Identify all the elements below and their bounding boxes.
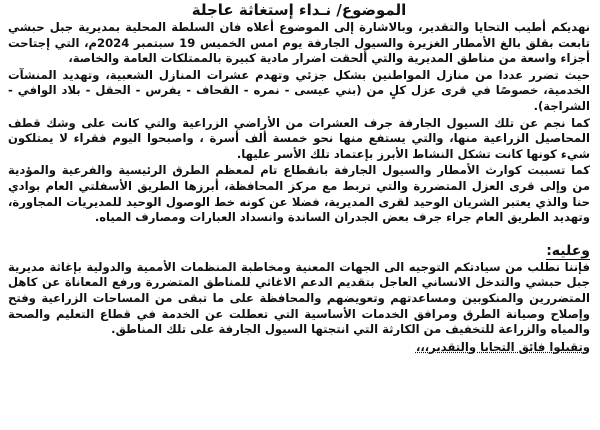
- paragraph-damage-roads: كما تسببت كوارث الأمطار والسيول الجارفة بانقطاع تام لمعظم الطرق الرئيسية والفرعية والمؤدية من وإلى قرى العزل المتضررة والتي تربط مع مركز المحافظة، أبرزها الطريق الأسفلتي العام بوادي حنا والذي يعتبر الشريان الوحيد لقرى المديرية، فضلا عن كونه خط الوصول الوحيد للمديريات المجاورة، وتهديد الطريق العام جراء جرف بعض الجدران الساندة وانسداد العبارات ومصارف المياه.: [8, 163, 590, 225]
- section-spacer: [8, 226, 590, 240]
- paragraph-damage-farmland: كما نجم عن تلك السيول الجارفة جرف العشرات من الأراضي الزراعية والتي كانت على وشك قطف المحاصيل الزراعية منها، والتي يستفع منها نحو خمسة ألف أسرة ، واصبحوا اليوم فقراء لا يمتلكون شيء كونها كانت تشكل النشاط الأبرز بإعتماد تلك الأسر عليها.: [8, 115, 590, 161]
- paragraph-greeting: نهديكم أطيب التحايا والتقدير، وبالاشارة إلى الموضوع أعلاه فان السلطة المحلية بمديرية جبل حبشي تابعت بقلق بالغ الأمطار الغزيرة والسيول الجارفة يوم امس الخميس 19 سبتمبر 2024م، التي إجتاحت أجزاء واسعة من مناطق المديرية والتي ألحقت اضرار مادية كبيرة بالممتلكات العامة والخاصة،: [8, 20, 590, 66]
- closing-line: وتقبلوا فائق التحايا والتقدير،،،: [415, 339, 590, 354]
- request-heading: وعليه:: [546, 242, 590, 259]
- paragraph-request: فإننا نطلب من سيادتكم التوجيه الى الجهات المعنية ومخاطبة المنظمات الأممية والدولية بإغاثة مديرية جبل حبشي والتدخل الانساني العاجل بتقديم الدعم الاغاثي للمناطق المتضررة ورفع المعاناة عن كاهل المتضررين والمنكوبين ومساعدتهم وتعويضهم والمحافظة على ما تبقى من المساحات الزراعية وفتح وإصلاح وصيانة الطرق ومرافق الخدمات الأساسية التي تعطلت عن الخدمة في قطاع التعليم والصحة والمياه والزراعة للتخفيف من الكارثة التي انتجتها السيول الجارفة على تلك المناطق.: [8, 259, 590, 337]
- paragraph-damage-homes: حيث تضرر عددا من منازل المواطنين بشكل جزئي وتهدم عشرات المنازل الشعبية، وتهديد المنشآت الخدمية، خصوصًا في قرى عزل كلٍ من (بني عيسى - نمره - القحاف - يفرس - الحقل - بلاد الوافي - الشراجة).: [8, 67, 590, 113]
- letter-subject: الموضوع/ نـداء إستغاثة عاجلة: [191, 1, 407, 19]
